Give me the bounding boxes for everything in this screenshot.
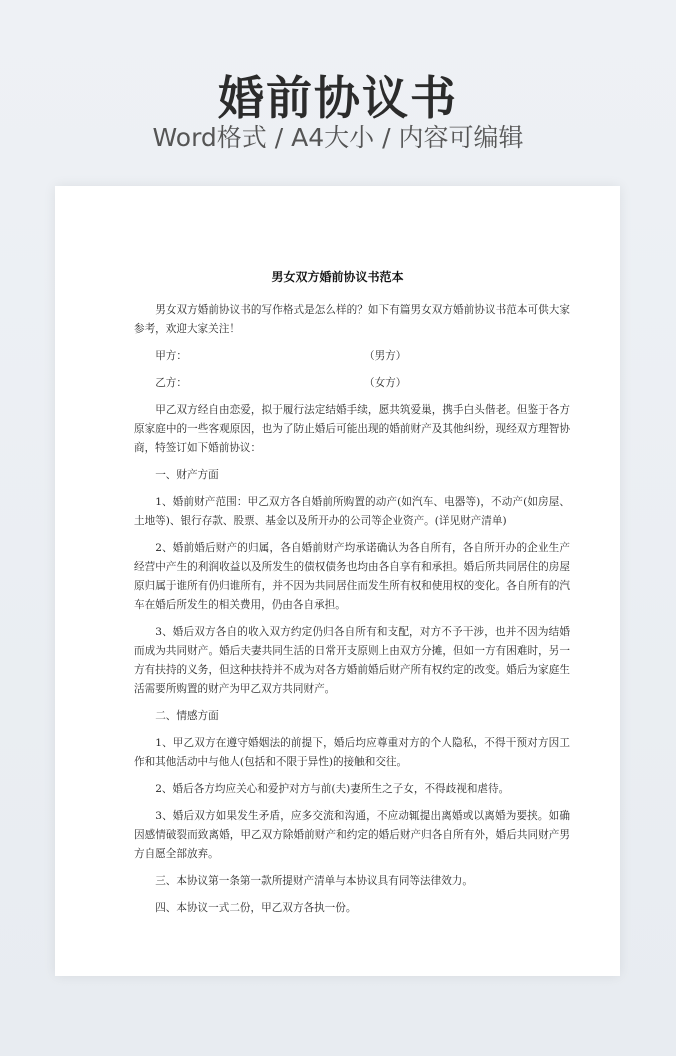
emotion-clause-3: 3、婚后双方如果发生矛盾，应多交流和沟通，不应动辄提出离婚或以离婚为要挟。如确因感情破裂而致离婚，甲乙双方除婚前财产和约定的婚后财产归各自所有外，婚后共同财产男方自愿全部放弃。 bbox=[134, 810, 570, 860]
property-clause-2: 2、婚前婚后财产的归属，各自婚前财产均承诺确认为各自所有，各自所开办的企业生产经营中产生的利润收益以及所发生的债权债务也均由各自享有和承担。婚后所共同居住的房屋原归属于谁所有仍归谁所有，并不因为共同居住而发生所有权和使用权的变化。各自所有的汽车在婚后所发生的相关费用，仍由各自承担。 bbox=[134, 542, 570, 611]
emotion-clause-1: 1、甲乙双方在遵守婚姻法的前提下，婚后均应尊重对方的个人隐私，不得干预对方因工作和其他活动中与他人(包括和不限于异性)的接触和交往。 bbox=[134, 737, 570, 768]
party-a-value: （男方） bbox=[364, 350, 407, 362]
banner-title: 婚前协议书 bbox=[218, 71, 458, 125]
party-a-row bbox=[134, 347, 570, 366]
document-title: 男女双方婚前协议书范本 bbox=[271, 270, 404, 284]
section-heading-emotion: 二、情感方面 bbox=[155, 710, 219, 722]
preamble-paragraph: 甲乙双方经自由恋爱，拟于履行法定结婚手续，愿共筑爱巢，携手白头偕老。但鉴于各方原家庭中的一些客观原因，也为了防止婚后可能出现的婚前财产及其他纠纷，现经双方理智协商，特签订如下婚前协议： bbox=[134, 404, 570, 454]
document-page bbox=[55, 186, 620, 976]
party-b-value: （女方） bbox=[364, 377, 407, 389]
party-a-label: 甲方： bbox=[155, 350, 187, 362]
property-clause-3: 3、婚后双方各自的收入双方约定仍归各自所有和支配，对方不予干涉，也并不因为结婚而成为共同财产。婚后夫妻共同生活的日常开支原则上由双方分摊，但如一方有困难时，另一方有扶持的义务，但这种扶持并不成为对各方婚前婚后财产所有权约定的改变。婚后为家庭生活需要所购置的财产为甲乙双方共同财产。 bbox=[134, 626, 570, 695]
party-b-row bbox=[134, 374, 570, 393]
emotion-clause-2: 2、婚后各方均应关心和爱护对方与前(夫)妻所生之子女，不得歧视和虐待。 bbox=[155, 783, 510, 795]
clause-4: 四、本协议一式二份，甲乙双方各执一份。 bbox=[155, 902, 357, 914]
party-b-label: 乙方： bbox=[155, 377, 187, 389]
clause-3: 三、本协议第一条第一款所提财产清单与本协议具有同等法律效力。 bbox=[155, 875, 473, 887]
property-clause-1: 1、婚前财产范围：甲乙双方各自婚前所购置的动产(如汽车、电器等)，不动产(如房屋、土地等)、银行存款、股票、基金以及所开办的公司等企业资产。(详见财产清单) bbox=[134, 496, 570, 527]
section-heading-property: 一、财产方面 bbox=[155, 469, 219, 481]
intro-paragraph: 男女双方婚前协议书的写作格式是怎么样的？如下有篇男女双方婚前协议书范本可供大家参考，欢迎大家关注！ bbox=[134, 304, 570, 335]
banner-subtitle: Word格式 / A4大小 / 内容可编辑 bbox=[152, 123, 524, 152]
